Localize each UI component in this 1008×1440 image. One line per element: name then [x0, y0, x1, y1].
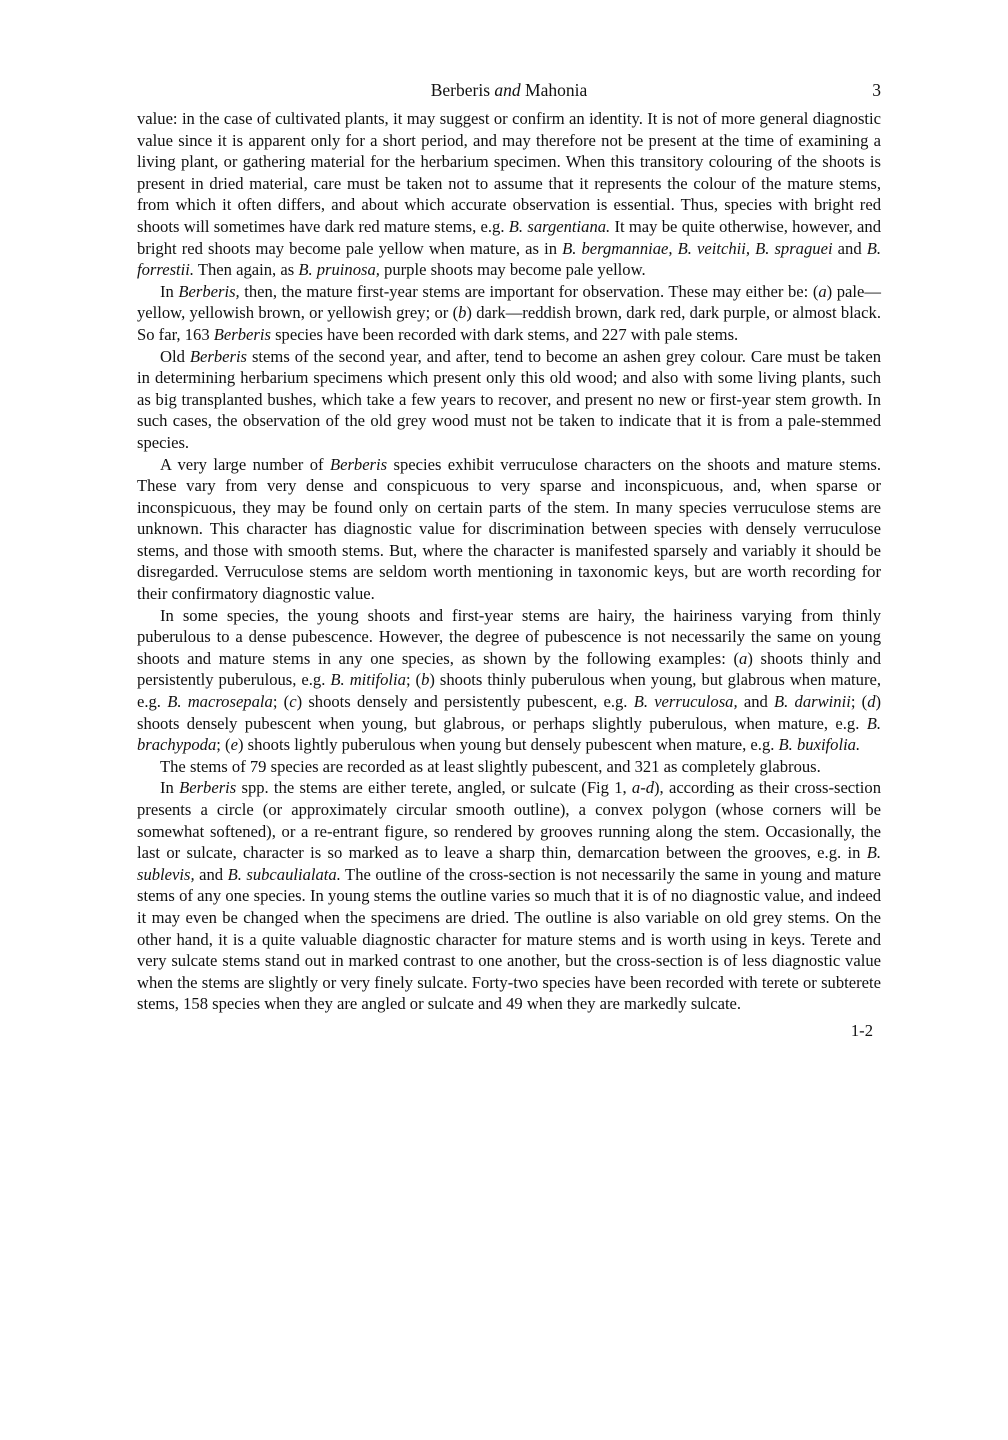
running-title-pre: Berberis [430, 80, 495, 100]
text-run: species have been recorded with dark stems, and 227 with pale stems. [270, 324, 739, 344]
italic-run: c [289, 692, 297, 712]
italic-run: Berberis [213, 324, 271, 344]
text-run: and [737, 692, 775, 712]
italic-run: b [421, 670, 430, 690]
text-run: In [160, 778, 180, 798]
italic-run: B. verruculosa, [633, 692, 738, 712]
book-page [137, 80, 881, 1041]
running-header [137, 80, 881, 108]
text-run: ; ( [272, 692, 290, 712]
italic-run: a [818, 281, 827, 301]
text-run: ) shoots lightly puberulous when young but densely pubescent when mature, e.g. [237, 735, 779, 755]
text-run: ) shoots densely pubescent when young, but glabrous, or perhaps slightly puberulous, when mature, e.g. [137, 692, 882, 733]
page-number: 3 [872, 80, 881, 100]
italic-run: Berberis [329, 454, 388, 474]
italic-run: Berberis, [178, 281, 240, 301]
body-text [137, 108, 881, 1015]
italic-run: B. darwinii [774, 692, 851, 712]
text-run: It may be quite otherwise, however, and bright red shoots may become pale yellow when mature, as in [137, 216, 881, 258]
text-run: In [160, 281, 179, 301]
text-run: ) dark—reddish brown, dark red, dark purple, or almost black. So far, 163 [137, 303, 881, 344]
italic-run: B. buxifolia. [778, 735, 861, 755]
running-title-post: Mahonia [520, 80, 588, 100]
italic-run: B. forrestii. [137, 238, 881, 280]
italic-run: B. bergmanniae, B. veitchii, B. spraguei [562, 238, 833, 258]
italic-run: B. pruinosa, [298, 260, 380, 280]
text-run: ; ( [405, 670, 422, 690]
italic-run: B. subcaulialata. [227, 864, 341, 884]
text-run: value: in the case of cultivated plants, it may suggest or confirm an identity. It is not of more general diagnostic value since it is apparent only for a short period, and may therefore not be present at the time of examining a living plant, or gathering material for the herbarium specimen. When this transitory colouring of the shoots is present in dried material, care must be taken not to assume that it represents the colour of the mature stems, from which it often differs, and about which accurate observation is essential. Thus, species with bright red shoots will sometimes have dark red mature stems, e.g. [137, 109, 881, 236]
paragraph [137, 777, 881, 1015]
text-run: and [832, 238, 867, 258]
text-run: In some species, the young shoots and first-year stems are hairy, the hairiness varying from thinly puberulous to a dense pubescence. However, the degree of pubescence is not necessarily the same on young shoots and mature stems in any one species, as shown by the following examples: ( [137, 605, 881, 668]
italic-run: d [867, 692, 876, 712]
text-run: purple shoots may become pale yellow. [379, 260, 646, 280]
paragraph [137, 605, 881, 756]
text-run: A very large number of [160, 454, 330, 474]
text-run: ; ( [216, 735, 231, 755]
text-run: stems of the second year, and after, tend to become an ashen grey colour. Care must be taken in determining herbarium specimens which present only this old wood; and also with some living plants, such as big transplanted bushes, which take a few years to recover, and present no new or first-year stem growth. In such cases, the observation of the old grey wood must not be taken to indicate that it is from a pale-stemmed species. [137, 346, 881, 452]
running-title [137, 80, 881, 101]
running-title-italic: and [494, 80, 521, 100]
text-run: ; ( [850, 692, 868, 712]
paragraph [137, 108, 881, 281]
text-run: ) shoots thinly puberulous when young, but glabrous when mature, e.g. [137, 670, 882, 712]
text-run: Old [160, 346, 190, 366]
paragraph [137, 454, 881, 605]
paragraph [137, 346, 881, 454]
paragraph [137, 281, 881, 346]
text-run: spp. the stems are either terete, angled, or sulcate (Fig 1, [236, 778, 632, 798]
text-run: species exhibit verruculose characters on the shoots and mature stems. These vary from very dense and conspicuous to very sparse and inconspicuous, and, when sparse or inconspicuous, they may be found only on certain parts of the stem. In many species verruculose stems are unknown. This character has diagnostic value for discrimination between species with densely verruculose stems, and those with smooth stems. But, where the character is manifested sparsely and variably it should be disregarded. Verruculose stems are seldom worth mentioning in taxonomic keys, but are worth recording for their confirmatory diagnostic value. [137, 454, 882, 604]
text-run: ) shoots densely and persistently pubescent, e.g. [296, 692, 634, 712]
italic-run: B. sublevis, [137, 843, 881, 884]
paragraph [137, 756, 881, 778]
italic-run: B. mitifolia [330, 670, 406, 690]
text-run: ), according as their cross-section presents a circle (or approximately circular smooth outline), a convex polygon (whose corners will be somewhat softened), or a re-entrant figure, so rendered by grooves running along the stem. Occasionally, the last or sulcate, character is so marked as to leave a sharp thin, demarcation between the grooves, e.g. in [137, 778, 881, 863]
text-run: and [194, 864, 228, 884]
italic-run: a [739, 648, 748, 668]
italic-run: B. macrosepala [167, 692, 273, 712]
italic-run: e [230, 735, 238, 755]
text-run: Then again, as [194, 260, 299, 280]
italic-run: b [458, 303, 467, 323]
text-run: The stems of 79 species are recorded as at least slightly pubescent, and 321 as completely glabrous. [160, 756, 821, 776]
text-run: then, the mature first-year stems are important for observation. These may either be: ( [239, 281, 819, 301]
italic-run: Berberis [179, 778, 237, 798]
text-run: ) pale—yellow, yellowish brown, or yellowish grey; or ( [137, 281, 881, 323]
italic-run: a-d [631, 778, 655, 798]
text-run: The outline of the cross-section is not necessarily the same in young and mature stems of any one species. In young stems the outline varies so much that it is of no diagnostic value, and indeed it may even be changed when the specimens are dried. The outline is also variable on old grey stems. On the other hand, it is a quite valuable diagnostic character for mature stems and is worth using in keys. Terete and very sulcate stems stand out in marked contrast to one another, but the cross-section is of less diagnostic value when the stems are slightly or very finely sulcate. Forty-two species have been recorded with terete or subterete stems, 158 species when they are angled or sulcate and 49 when they are markedly sulcate. [137, 864, 881, 1014]
text-run: ) shoots thinly and persistently puberulous, e.g. [137, 648, 881, 690]
italic-run: B. brachypoda [137, 713, 881, 755]
signature-mark: 1-2 [850, 1020, 873, 1040]
italic-run: B. sargentiana. [508, 216, 611, 236]
italic-run: Berberis [189, 346, 248, 366]
